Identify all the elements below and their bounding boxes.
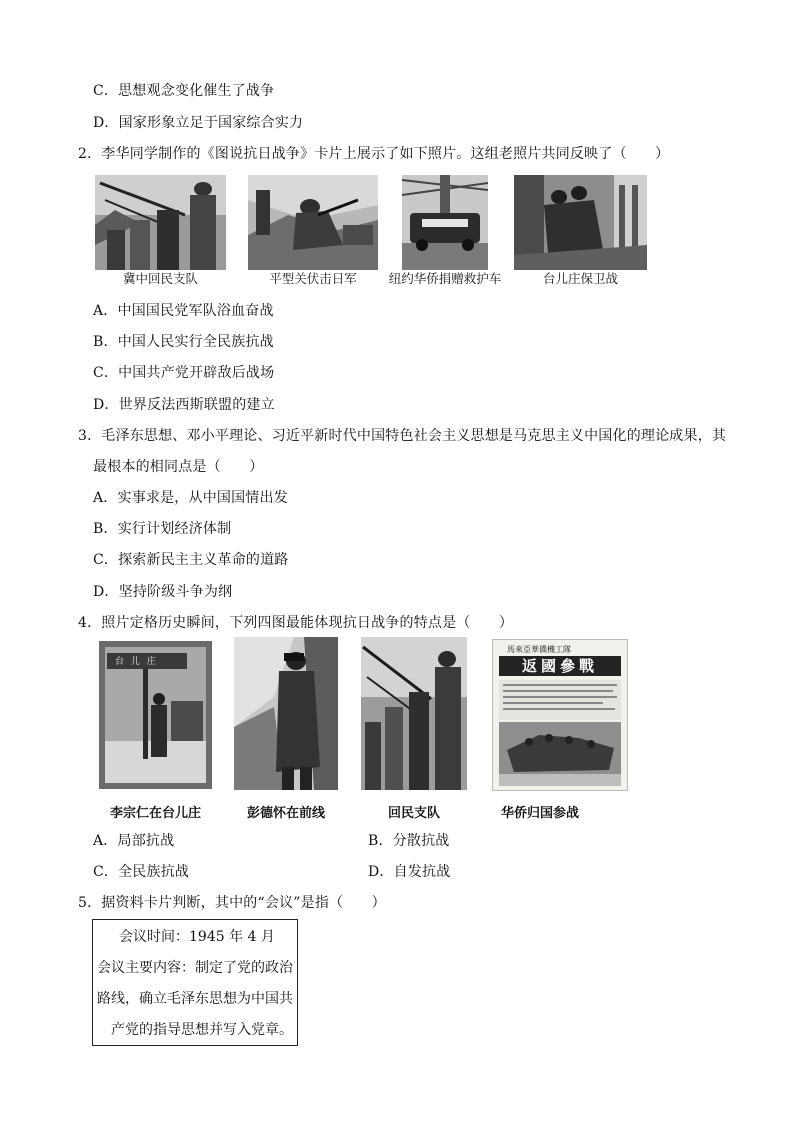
q4-photo-hui-detachment — [361, 637, 467, 790]
q2-caption-1: 冀中回民支队 — [122, 271, 198, 286]
q4-option-c: C．全民族抗战 — [93, 864, 190, 880]
q3-option-b: B．实行计划经济体制 — [93, 521, 232, 537]
q5-card-line-3: 路线，确立毛泽东思想为中国共 — [97, 991, 293, 1007]
q5-card-line-2: 会议主要内容：制定了党的政治 — [97, 960, 293, 976]
q4-sign-text: 台 儿 庄 — [115, 657, 158, 667]
q4-caption-3: 回民支队 — [387, 806, 440, 821]
q3-option-d: D．坚持阶级斗争为纲 — [93, 584, 233, 600]
q4-option-d: D．自发抗战 — [368, 864, 451, 880]
q5-card-line-4: 产党的指导思想并写入党章。 — [111, 1022, 293, 1038]
q2-caption-2: 平型关伏击日军 — [269, 271, 357, 286]
q1-option-d: D．国家形象立足于国家综合实力 — [93, 115, 304, 131]
q3-stem-line2: 最根本的相同点是（ ） — [93, 459, 264, 475]
q2-option-d: D．世界反法西斯联盟的建立 — [93, 397, 275, 413]
q3-stem-line1: 3．毛泽东思想、邓小平理论、习近平新时代中国特色社会主义思想是马克思主义中国化的理论成果，其 — [78, 428, 727, 444]
q2-photo-ambulance-donation — [402, 175, 488, 270]
q4-caption-4: 华侨归国参战 — [500, 806, 579, 821]
q4-photo-li-zongren — [99, 641, 212, 789]
q4-caption-1: 李宗仁在台儿庄 — [109, 806, 201, 821]
q3-option-a: A．实事求是，从中国国情出发 — [93, 490, 288, 506]
q2-caption-3: 纽约华侨捐赠救护车 — [388, 271, 502, 286]
q3-option-c: C．探索新民主主义革命的道路 — [93, 552, 289, 568]
q4-photo-peng-dehuai — [234, 637, 338, 790]
q4-caption-2: 彭德怀在前线 — [246, 806, 325, 821]
q2-photo-hui-detachment — [95, 175, 226, 270]
q2-option-b: B．中国人民实行全民族抗战 — [93, 334, 274, 350]
q2-photo-taierzhuang — [514, 175, 647, 270]
q2-caption-4: 台儿庄保卫战 — [542, 271, 618, 286]
q2-photo-pingxingguan — [248, 175, 378, 270]
q5-stem: 5．据资料卡片判断，其中的“会议”是指（ ） — [78, 895, 386, 911]
q2-option-a: A．中国国民党军队浴血奋战 — [93, 303, 274, 319]
q4-poster-title: 返國參戰 — [499, 656, 621, 676]
q4-photo-overseas-chinese-poster — [492, 639, 628, 791]
q4-option-b: B．分散抗战 — [368, 833, 450, 849]
q2-stem: 2．李华同学制作的《图说抗日战争》卡片上展示了如下照片。这组老照片共同反映了（ ） — [78, 146, 670, 162]
q1-option-c: C．思想观念变化催生了战争 — [93, 83, 275, 99]
q5-card-line-1: 会议时间：1945 年 4 月 — [119, 929, 275, 945]
q2-option-c: C．中国共产党开辟敌后战场 — [93, 365, 275, 381]
q5-info-card — [92, 919, 298, 1046]
q4-poster-head: 馬來亞華僑機工隊 — [507, 645, 571, 654]
q4-stem: 4．照片定格历史瞬间，下列四图最能体现抗日战争的特点是（ ） — [78, 615, 514, 631]
q4-option-a: A．局部抗战 — [93, 833, 175, 849]
